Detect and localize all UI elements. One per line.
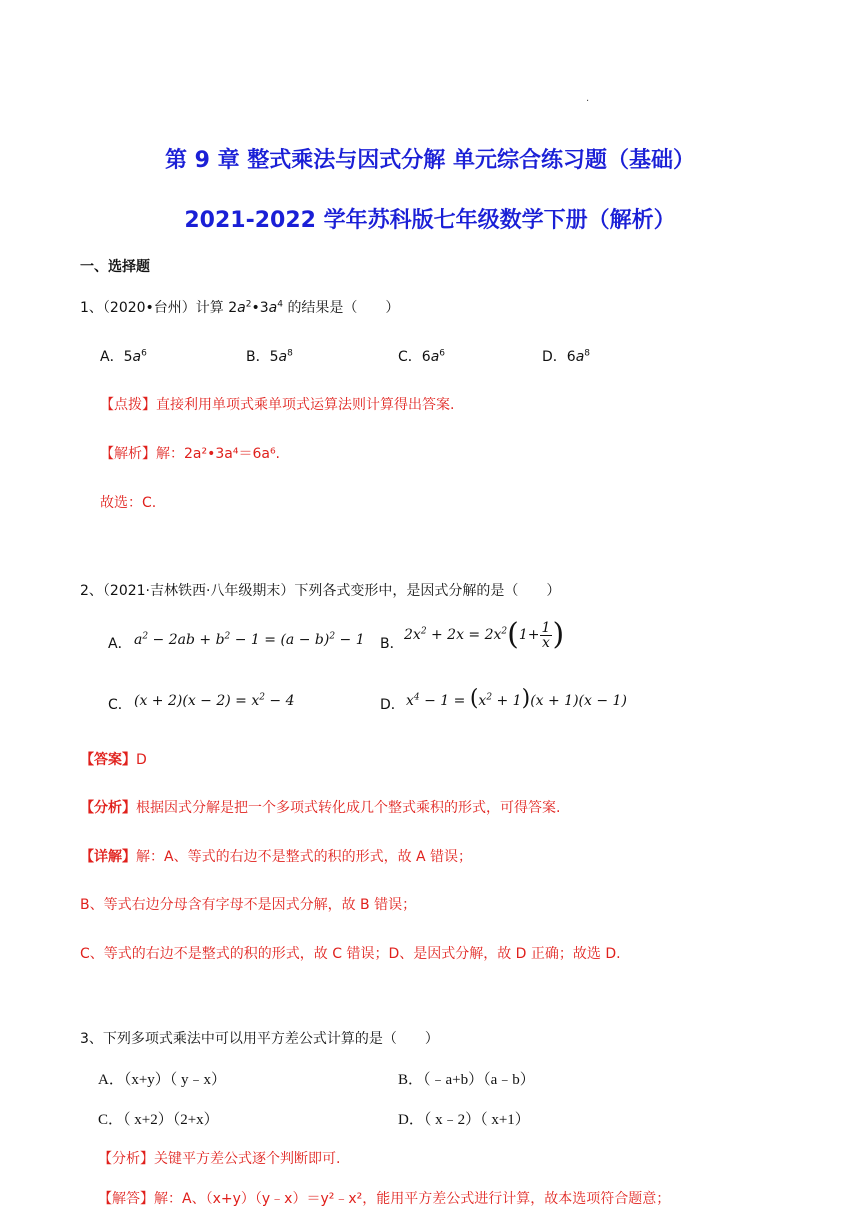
q2-option-a-formula: $a^2 - 2ab + b^2 - 1 = (a - b)^2 - 1$	[134, 631, 365, 648]
q2-answer: 【答案】D	[80, 752, 147, 768]
q3-answer: 【解答】解：A、（x+y）（y﹣x）＝y²﹣x²，能用平方差公式进行计算，故本选项符合题意；	[98, 1191, 671, 1207]
q1-option-b: B．$5a^8$	[246, 348, 293, 365]
q2-option-c-label: C．	[108, 697, 132, 713]
q2-option-c-formula: $(x + 2)(x - 2) = x^2 - 4$	[134, 692, 295, 709]
q3-option-a: A．（x+y）（ y﹣x）	[98, 1072, 227, 1088]
q2-option-d-formula: $x^4 - 1 = (x^2 + 1)(x + 1)(x - 1)$	[406, 686, 627, 711]
q1-tip: 【点拨】直接利用单项式乘单项式运算法则计算得出答案.	[100, 397, 455, 413]
q3-stem: 3、下列多项式乘法中可以用平方差公式计算的是（ ）	[80, 1031, 439, 1047]
q2-option-d-label: D．	[380, 697, 405, 713]
header-dot: ·	[586, 96, 590, 107]
q3-analysis: 【分析】关键平方差公式逐个判断即可.	[98, 1151, 341, 1167]
section-heading: 一、选择题	[80, 259, 150, 275]
q2-option-a-label: A．	[108, 636, 132, 652]
document-title: 第 9 章 整式乘法与因式分解 单元综合练习题（基础）	[165, 148, 695, 173]
q3-option-d: D．（ x﹣2）（ x+1）	[398, 1112, 530, 1128]
q1-stem: 1、（2020•台州）计算 $2a^2•3a^4$ 的结果是（ ）	[80, 299, 400, 316]
q2-option-b-formula: $2x^2 + 2x = 2x^2(1+$ $\frac{1}{x}$ )	[404, 617, 565, 652]
q1-option-d: D．$6a^8$	[542, 348, 591, 365]
q3-option-c: C．（ x+2）（2+x）	[98, 1112, 219, 1128]
q2-detail: 【详解】解：A、等式的右边不是整式的积的形式，故 A 错误；	[80, 849, 473, 865]
q1-choice: 故选：C.	[100, 495, 157, 511]
document-subtitle: 2021-2022 学年苏科版七年级数学下册（解析）	[184, 208, 676, 233]
q2-line-b: B、等式右边分母含有字母不是因式分解，故 B 错误；	[80, 897, 417, 913]
q1-solution: 【解析】解：2a²•3a⁴＝6a⁶.	[100, 446, 281, 462]
q2-stem: 2、（2021·吉林铁西·八年级期末）下列各式变形中，是因式分解的是（ ）	[80, 583, 561, 599]
q2-line-c: C、等式的右边不是整式的积的形式，故 C 错误；D、是因式分解，故 D 正确；故选 D.	[80, 946, 621, 962]
q1-option-c: C．$6a^6$	[398, 348, 446, 365]
q2-analysis: 【分析】根据因式分解是把一个多项式转化成几个整式乘积的形式，可得答案.	[80, 800, 561, 816]
q3-option-b: B．（﹣a+b）（a﹣b）	[398, 1072, 535, 1088]
q1-option-a: A．$5a^6$	[100, 348, 147, 365]
q2-option-b-label: B．	[380, 636, 404, 652]
